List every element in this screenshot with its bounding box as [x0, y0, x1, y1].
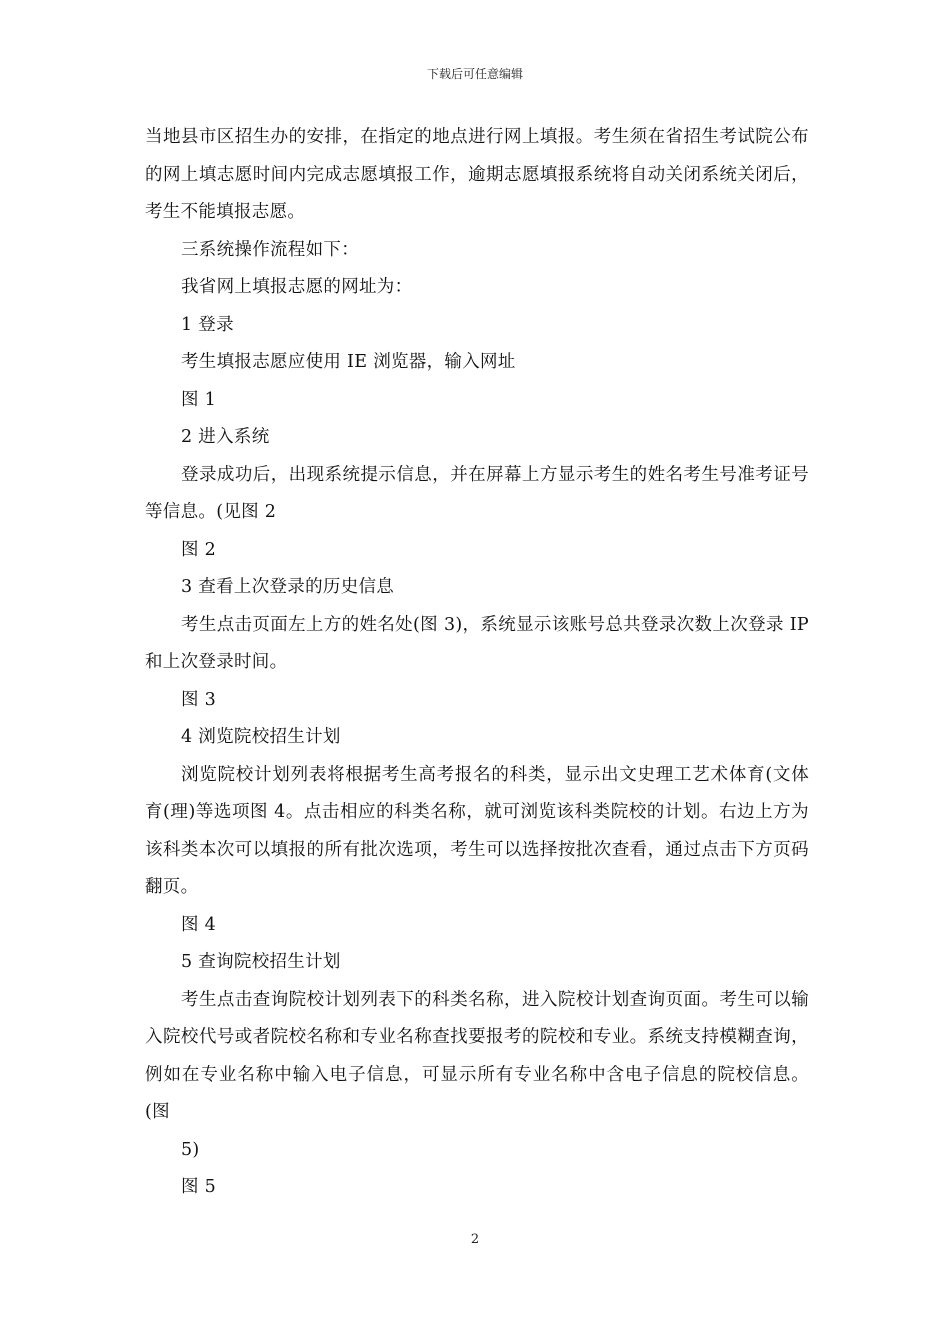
section-heading: 4 浏览院校招生计划	[181, 727, 341, 747]
paragraph: 考生点击查询院校计划列表下的科类名称，进入院校计划查询页面。考生可以输入院校代号或者院校名称和专业名称查找要报考的院校和专业。系统支持模糊查询，例如在专业名称中输入电子信息，可显示所有专业名称中含电子信息的院校信息。(图	[145, 989, 809, 1122]
paragraph: 5)	[181, 1139, 200, 1160]
paragraph: 当地县市区招生办的安排，在指定的地点进行网上填报。考生须在省招生考试院公布的网上填志愿时间内完成志愿填报工作，逾期志愿填报系统将自动关闭系统关闭后，考生不能填报志愿。	[145, 127, 809, 222]
figure-caption: 图 5	[181, 1177, 217, 1197]
section-heading: 3 查看上次登录的历史信息	[181, 577, 395, 597]
figure-caption: 图 3	[181, 689, 217, 710]
figure-caption: 图 4	[181, 914, 217, 935]
paragraph: 考生填报志愿应使用 IE 浏览器，输入网址	[181, 352, 516, 372]
paragraph: 登录成功后，出现系统提示信息，并在屏幕上方显示考生的姓名考生号准考证号等信息。(见图 2	[145, 464, 809, 522]
page-header: 下载后可任意编辑	[426, 67, 523, 81]
paragraph: 浏览院校计划列表将根据考生高考报名的科类，显示出文史理工艺术体育(文体育(理)等选项图 4。点击相应的科类名称，就可浏览该科类院校的计划。右边上方为该科类本次可以填报的所有批次选项，考生可以选择按批次查看，通过点击下方页码翻页。	[145, 764, 809, 897]
paragraph: 考生点击页面左上方的姓名处(图 3)，系统显示该账号总共登录次数上次登录 IP 和上次登录时间。	[145, 614, 809, 672]
paragraph: 三系统操作流程如下：	[181, 239, 359, 260]
page-number: 2	[470, 1232, 480, 1247]
figure-caption: 图 2	[181, 539, 217, 560]
section-heading: 5 查询院校招生计划	[181, 952, 341, 972]
section-heading: 1 登录	[181, 314, 234, 335]
document-body	[145, 119, 809, 1207]
section-heading: 2 进入系统	[181, 427, 270, 447]
figure-caption: 图 1	[181, 389, 217, 410]
paragraph: 我省网上填报志愿的网址为：	[181, 277, 413, 297]
